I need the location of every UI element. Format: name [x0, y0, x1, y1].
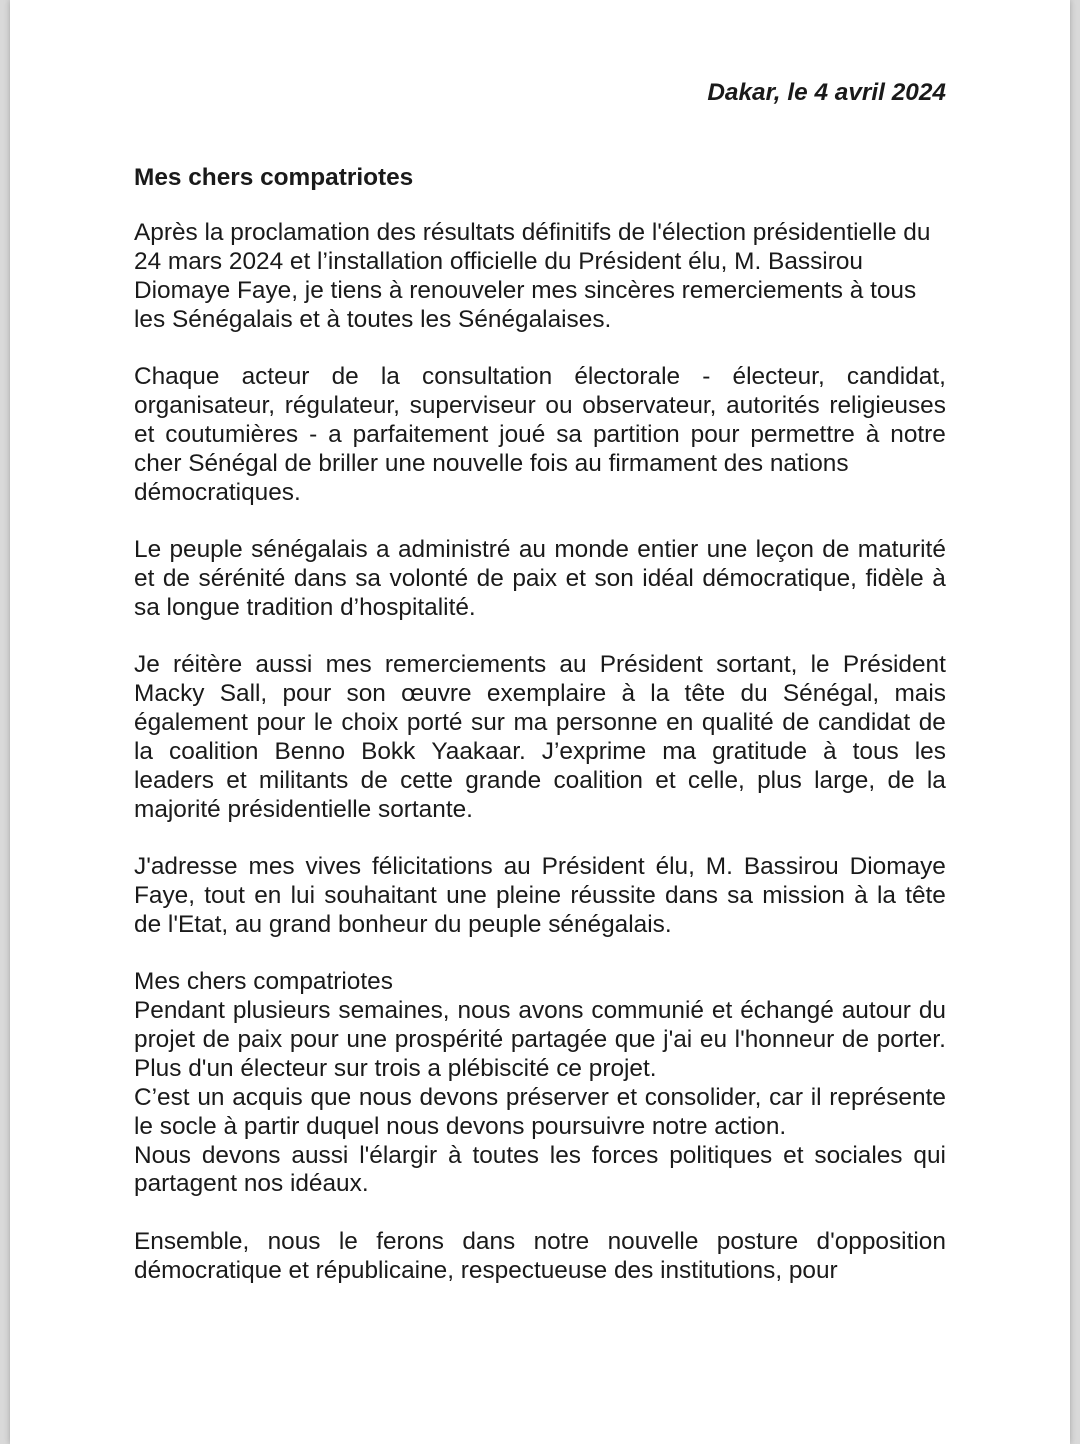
letter-paragraph	[134, 1228, 946, 1286]
paragraph-line: Pendant plusieurs semaines, nous avons communié et échangé autour du	[134, 997, 946, 1025]
document-page	[10, 0, 1070, 1444]
paragraph-line: majorité présidentielle sortante.	[134, 795, 473, 823]
paragraph-line: J'adresse mes vives félicitations au Président élu, M. Bassirou Diomaye	[134, 853, 946, 881]
letter-paragraph	[134, 363, 946, 507]
paragraph-line: Mes chers compatriotes	[134, 968, 393, 996]
paragraph-line: Ensemble, nous le ferons dans notre nouvelle posture d'opposition	[134, 1227, 946, 1255]
letter-paragraph	[134, 219, 946, 335]
paragraph-line: sa longue tradition d’hospitalité.	[134, 593, 476, 621]
paragraph-line: le socle à partir duquel nous devons poursuivre notre action.	[134, 1112, 787, 1140]
letter-salutation: Mes chers compatriotes	[134, 164, 414, 191]
paragraph-line: Nous devons aussi l'élargir à toutes les forces politiques et sociales qui	[134, 1141, 946, 1169]
letter-paragraph	[134, 651, 946, 824]
paragraph-line: Je réitère aussi mes remerciements au Président sortant, le Président	[134, 651, 946, 679]
paragraph-line: 24 mars 2024 et l’installation officielle du Président élu, M. Bassirou	[134, 247, 863, 275]
letter-date: Dakar, le 4 avril 2024	[707, 79, 946, 106]
paragraph-line: Après la proclamation des résultats définitifs de l'élection présidentielle du	[134, 219, 931, 246]
paragraph-line: et de sérénité dans sa volonté de paix et son idéal démocratique, fidèle à	[134, 564, 946, 592]
paragraph-line: Macky Sall, pour son œuvre exemplaire à la tête du Sénégal, mais	[134, 680, 946, 708]
paragraph-line: la coalition Benno Bokk Yaakaar. J’exprime ma gratitude à tous les	[134, 737, 946, 765]
letter-paragraph	[134, 968, 946, 1199]
paragraph-line: cher Sénégal de briller une nouvelle fois au firmament des nations	[134, 449, 849, 477]
paragraph-line: également pour le choix porté sur ma personne en qualité de candidat de	[134, 708, 946, 736]
paragraph-line: organisateur, régulateur, superviseur ou observateur, autorités religieuses	[134, 391, 946, 419]
letter-paragraph	[134, 853, 946, 940]
paragraph-line: démocratiques.	[134, 478, 301, 506]
paragraph-line: leaders et militants de cette grande coalition et celle, plus large, de la	[134, 766, 946, 794]
paragraph-line: Faye, tout en lui souhaitant une pleine réussite dans sa mission à la tête	[134, 881, 946, 909]
letter-body	[134, 219, 946, 1314]
paragraph-line: projet de paix pour une prospérité partagée que j'ai eu l'honneur de porter.	[134, 1025, 946, 1053]
paragraph-line: Diomaye Faye, je tiens à renouveler mes sincères remerciements à tous	[134, 276, 917, 304]
letter-paragraph	[134, 536, 946, 623]
paragraph-line: Le peuple sénégalais a administré au monde entier une leçon de maturité	[134, 536, 946, 564]
paragraph-line: les Sénégalais et à toutes les Sénégalaises.	[134, 305, 612, 333]
paragraph-line: de l'Etat, au grand bonheur du peuple sénégalais.	[134, 910, 672, 938]
paragraph-line: et coutumières - a parfaitement joué sa partition pour permettre à notre	[134, 420, 946, 448]
paragraph-line: Plus d'un électeur sur trois a plébiscité ce projet.	[134, 1054, 657, 1082]
paragraph-line: C’est un acquis que nous devons préserver et consolider, car il représente	[134, 1083, 946, 1111]
paragraph-line: démocratique et républicaine, respectueuse des institutions, pour	[134, 1256, 838, 1284]
paragraph-line: partagent nos idéaux.	[134, 1170, 369, 1198]
paragraph-line: Chaque acteur de la consultation électorale - électeur, candidat,	[134, 363, 946, 391]
